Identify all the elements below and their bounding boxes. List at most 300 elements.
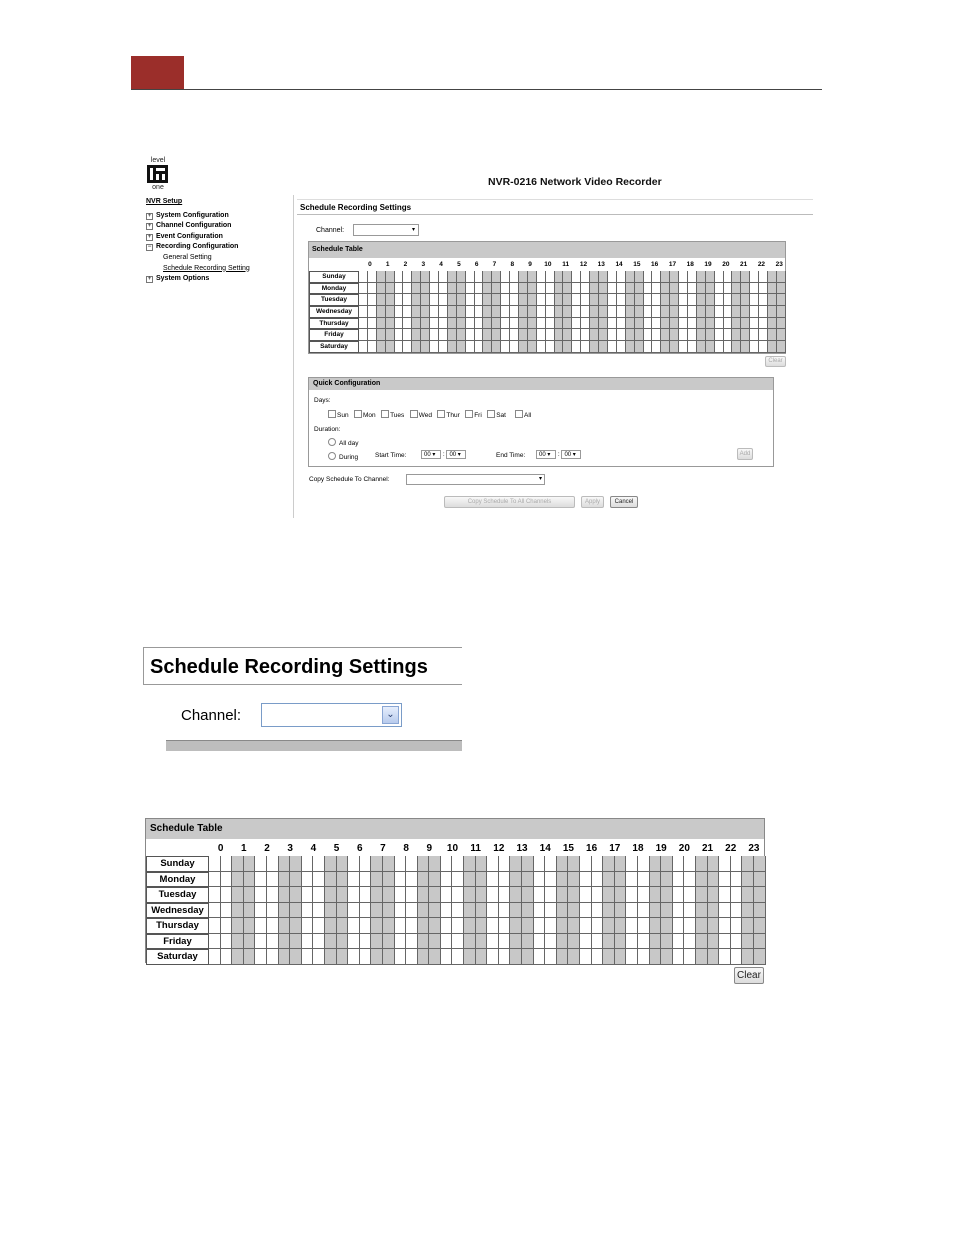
schedule-cell[interactable] [617, 318, 626, 330]
schedule-cell[interactable] [626, 271, 635, 283]
schedule-cell[interactable] [741, 271, 750, 283]
schedule-cell[interactable] [244, 872, 256, 888]
schedule-cell[interactable] [603, 918, 615, 934]
schedule-cell[interactable] [412, 294, 421, 306]
schedule-cell[interactable] [348, 903, 360, 919]
schedule-cell[interactable] [337, 934, 349, 950]
schedule-cell[interactable] [580, 856, 592, 872]
schedule-cell[interactable] [696, 872, 708, 888]
schedule-cell[interactable] [368, 271, 377, 283]
schedule-cell[interactable] [452, 903, 464, 919]
schedule-cell[interactable] [603, 856, 615, 872]
schedule-cell[interactable] [406, 856, 418, 872]
schedule-cell[interactable] [750, 271, 759, 283]
schedule-cell[interactable] [441, 934, 453, 950]
schedule-cell[interactable] [555, 329, 564, 341]
schedule-cell[interactable] [371, 918, 383, 934]
schedule-cell[interactable] [661, 318, 670, 330]
schedule-cell[interactable] [555, 271, 564, 283]
schedule-cell[interactable] [439, 329, 448, 341]
schedule-cell[interactable] [430, 294, 439, 306]
nav-subitem-general-setting[interactable]: General Setting [163, 253, 212, 261]
schedule-cell[interactable] [777, 271, 786, 283]
schedule-cell[interactable] [386, 318, 395, 330]
schedule-cell[interactable] [406, 934, 418, 950]
schedule-cell[interactable] [492, 306, 501, 318]
schedule-cell[interactable] [759, 329, 768, 341]
schedule-cell[interactable] [534, 887, 546, 903]
schedule-cell[interactable] [418, 872, 430, 888]
schedule-cell[interactable] [546, 306, 555, 318]
schedule-cell[interactable] [418, 949, 430, 965]
schedule-cell[interactable] [510, 918, 522, 934]
schedule-cell[interactable] [466, 271, 475, 283]
schedule-cell[interactable] [510, 341, 519, 353]
schedule-cell[interactable] [492, 294, 501, 306]
schedule-cell[interactable] [359, 306, 368, 318]
schedule-cell[interactable] [715, 329, 724, 341]
schedule-cell[interactable] [221, 872, 233, 888]
schedule-cell[interactable] [688, 294, 697, 306]
schedule-cell[interactable] [590, 294, 599, 306]
schedule-cell[interactable] [592, 903, 604, 919]
schedule-cell[interactable] [673, 872, 685, 888]
schedule-cell[interactable] [568, 949, 580, 965]
schedule-cell[interactable] [661, 271, 670, 283]
schedule-cell[interactable] [731, 934, 743, 950]
schedule-cell[interactable] [650, 903, 662, 919]
schedule-cell[interactable] [599, 318, 608, 330]
schedule-cell[interactable] [519, 318, 528, 330]
radio-all-day[interactable]: All day [328, 438, 359, 447]
day-checkbox-all[interactable]: All [515, 412, 531, 419]
schedule-cell[interactable] [679, 318, 688, 330]
schedule-cell[interactable] [615, 918, 627, 934]
schedule-cell[interactable] [457, 329, 466, 341]
schedule-cell[interactable] [528, 283, 537, 295]
schedule-cell[interactable] [644, 283, 653, 295]
schedule-cell[interactable] [386, 294, 395, 306]
schedule-cell[interactable] [741, 306, 750, 318]
schedule-cell[interactable] [209, 856, 221, 872]
schedule-cell[interactable] [441, 949, 453, 965]
schedule-cell[interactable] [487, 949, 499, 965]
schedule-cell[interactable] [759, 294, 768, 306]
schedule-cell[interactable] [377, 306, 386, 318]
schedule-cell[interactable] [617, 341, 626, 353]
schedule-cell[interactable] [441, 856, 453, 872]
schedule-cell[interactable] [742, 903, 754, 919]
schedule-cell[interactable] [457, 318, 466, 330]
schedule-cell[interactable] [652, 306, 661, 318]
schedule-cell[interactable] [754, 934, 766, 950]
schedule-cell[interactable] [650, 872, 662, 888]
schedule-cell[interactable] [603, 872, 615, 888]
schedule-cell[interactable] [706, 341, 715, 353]
schedule-cell[interactable] [626, 887, 638, 903]
schedule-cell[interactable] [759, 318, 768, 330]
schedule-cell[interactable] [452, 872, 464, 888]
schedule-cell[interactable] [221, 934, 233, 950]
schedule-cell[interactable] [750, 306, 759, 318]
schedule-cell[interactable] [466, 318, 475, 330]
schedule-cell[interactable] [635, 306, 644, 318]
schedule-cell[interactable] [368, 341, 377, 353]
schedule-cell[interactable] [337, 918, 349, 934]
schedule-cell[interactable] [313, 872, 325, 888]
schedule-cell[interactable] [546, 294, 555, 306]
schedule-cell[interactable] [724, 283, 733, 295]
schedule-cell[interactable] [742, 872, 754, 888]
schedule-cell[interactable] [708, 887, 720, 903]
schedule-cell[interactable] [759, 283, 768, 295]
nav-item-recording-configuration[interactable]: − Recording Configuration [147, 243, 239, 251]
schedule-cell[interactable] [325, 903, 337, 919]
schedule-cell[interactable] [670, 283, 679, 295]
schedule-cell[interactable] [232, 934, 244, 950]
schedule-cell[interactable] [377, 341, 386, 353]
schedule-cell[interactable] [209, 949, 221, 965]
schedule-cell[interactable] [750, 283, 759, 295]
schedule-cell[interactable] [337, 872, 349, 888]
schedule-cell[interactable] [492, 271, 501, 283]
schedule-cell[interactable] [290, 934, 302, 950]
schedule-cell[interactable] [615, 949, 627, 965]
schedule-cell[interactable] [302, 856, 314, 872]
schedule-cell[interactable] [244, 903, 256, 919]
schedule-cell[interactable] [715, 283, 724, 295]
schedule-cell[interactable] [644, 341, 653, 353]
schedule-cell[interactable] [499, 856, 511, 872]
schedule-cell[interactable] [731, 903, 743, 919]
schedule-cell[interactable] [638, 872, 650, 888]
schedule-cell[interactable] [537, 294, 546, 306]
schedule-cell[interactable] [360, 872, 372, 888]
schedule-cell[interactable] [603, 887, 615, 903]
schedule-cell[interactable] [232, 872, 244, 888]
schedule-cell[interactable] [475, 341, 484, 353]
schedule-cell[interactable] [684, 887, 696, 903]
schedule-cell[interactable] [510, 294, 519, 306]
start-hour-select[interactable]: 00 ▾ [421, 450, 441, 459]
schedule-cell[interactable] [581, 271, 590, 283]
schedule-cell[interactable] [617, 306, 626, 318]
schedule-cell[interactable] [267, 872, 279, 888]
schedule-cell[interactable] [528, 329, 537, 341]
schedule-cell[interactable] [670, 329, 679, 341]
schedule-cell[interactable] [635, 271, 644, 283]
schedule-cell[interactable] [475, 329, 484, 341]
schedule-cell[interactable] [279, 872, 291, 888]
schedule-cell[interactable] [719, 934, 731, 950]
schedule-cell[interactable] [590, 318, 599, 330]
schedule-cell[interactable] [383, 856, 395, 872]
schedule-cell[interactable] [290, 872, 302, 888]
schedule-cell[interactable] [221, 949, 233, 965]
schedule-cell[interactable] [412, 306, 421, 318]
schedule-cell[interactable] [724, 341, 733, 353]
schedule-cell[interactable] [501, 329, 510, 341]
schedule-cell[interactable] [221, 887, 233, 903]
schedule-cell[interactable] [708, 856, 720, 872]
schedule-cell[interactable] [615, 872, 627, 888]
schedule-cell[interactable] [688, 271, 697, 283]
schedule-cell[interactable] [557, 949, 569, 965]
schedule-cell[interactable] [688, 341, 697, 353]
schedule-cell[interactable] [742, 934, 754, 950]
schedule-cell[interactable] [457, 341, 466, 353]
schedule-cell[interactable] [759, 341, 768, 353]
schedule-cell[interactable] [768, 294, 777, 306]
schedule-cell[interactable] [615, 903, 627, 919]
schedule-cell[interactable] [452, 918, 464, 934]
schedule-cell[interactable] [696, 887, 708, 903]
schedule-cell[interactable] [777, 341, 786, 353]
schedule-cell[interactable] [754, 918, 766, 934]
schedule-cell[interactable] [731, 856, 743, 872]
schedule-cell[interactable] [368, 294, 377, 306]
schedule-cell[interactable] [546, 283, 555, 295]
schedule-cell[interactable] [279, 949, 291, 965]
schedule-cell[interactable] [325, 887, 337, 903]
schedule-cell[interactable] [626, 872, 638, 888]
schedule-cell[interactable] [421, 294, 430, 306]
schedule-cell[interactable] [580, 903, 592, 919]
schedule-cell[interactable] [603, 949, 615, 965]
schedule-cell[interactable] [626, 949, 638, 965]
schedule-cell[interactable] [661, 903, 673, 919]
schedule-cell[interactable] [501, 306, 510, 318]
schedule-cell[interactable] [510, 887, 522, 903]
schedule-cell[interactable] [412, 329, 421, 341]
schedule-cell[interactable] [412, 341, 421, 353]
schedule-cell[interactable] [724, 329, 733, 341]
schedule-cell[interactable] [661, 856, 673, 872]
schedule-cell[interactable] [715, 318, 724, 330]
schedule-cell[interactable] [418, 934, 430, 950]
schedule-cell[interactable] [383, 887, 395, 903]
schedule-cell[interactable] [732, 283, 741, 295]
schedule-cell[interactable] [348, 872, 360, 888]
schedule-cell[interactable] [581, 294, 590, 306]
schedule-cell[interactable] [572, 318, 581, 330]
schedule-cell[interactable] [452, 856, 464, 872]
schedule-cell[interactable] [572, 283, 581, 295]
schedule-cell[interactable] [670, 271, 679, 283]
schedule-cell[interactable] [302, 903, 314, 919]
schedule-cell[interactable] [555, 294, 564, 306]
expand-icon[interactable]: + [147, 233, 152, 240]
schedule-cell[interactable] [267, 918, 279, 934]
schedule-cell[interactable] [759, 271, 768, 283]
schedule-cell[interactable] [670, 306, 679, 318]
schedule-cell[interactable] [406, 918, 418, 934]
nav-item-channel-configuration[interactable]: + Channel Configuration [147, 222, 232, 230]
schedule-cell[interactable] [557, 918, 569, 934]
schedule-cell[interactable] [452, 934, 464, 950]
schedule-cell[interactable] [679, 329, 688, 341]
schedule-cell[interactable] [708, 918, 720, 934]
schedule-cell[interactable] [661, 294, 670, 306]
schedule-cell[interactable] [360, 934, 372, 950]
schedule-cell[interactable] [476, 918, 488, 934]
schedule-cell[interactable] [679, 341, 688, 353]
schedule-cell[interactable] [673, 887, 685, 903]
schedule-cell[interactable] [359, 318, 368, 330]
schedule-cell[interactable] [483, 318, 492, 330]
schedule-cell[interactable] [371, 872, 383, 888]
schedule-cell[interactable] [673, 856, 685, 872]
schedule-cell[interactable] [368, 329, 377, 341]
schedule-cell[interactable] [599, 271, 608, 283]
schedule-cell[interactable] [724, 294, 733, 306]
schedule-cell[interactable] [403, 318, 412, 330]
schedule-cell[interactable] [599, 294, 608, 306]
schedule-cell[interactable] [519, 283, 528, 295]
schedule-cell[interactable] [777, 306, 786, 318]
clear-button[interactable]: Clear [765, 356, 786, 367]
schedule-cell[interactable] [777, 329, 786, 341]
schedule-cell[interactable] [534, 872, 546, 888]
schedule-cell[interactable] [360, 887, 372, 903]
schedule-cell[interactable] [406, 872, 418, 888]
schedule-cell[interactable] [302, 872, 314, 888]
schedule-cell[interactable] [430, 341, 439, 353]
schedule-cell[interactable] [697, 329, 706, 341]
schedule-cell[interactable] [522, 856, 534, 872]
schedule-cell[interactable] [670, 318, 679, 330]
expand-icon[interactable]: + [147, 223, 152, 230]
schedule-cell[interactable] [348, 856, 360, 872]
schedule-cell[interactable] [487, 856, 499, 872]
schedule-cell[interactable] [476, 903, 488, 919]
schedule-cell[interactable] [592, 949, 604, 965]
schedule-cell[interactable] [661, 934, 673, 950]
schedule-cell[interactable] [448, 294, 457, 306]
schedule-cell[interactable] [599, 306, 608, 318]
schedule-cell[interactable] [403, 341, 412, 353]
schedule-cell[interactable] [439, 271, 448, 283]
schedule-cell[interactable] [545, 949, 557, 965]
schedule-cell[interactable] [546, 329, 555, 341]
schedule-cell[interactable] [377, 318, 386, 330]
schedule-cell[interactable] [255, 934, 267, 950]
schedule-cell[interactable] [661, 918, 673, 934]
schedule-cell[interactable] [487, 903, 499, 919]
nav-subitem-schedule-recording-setting[interactable]: Schedule Recording Setting [163, 264, 250, 272]
schedule-cell[interactable] [555, 341, 564, 353]
schedule-cell[interactable] [255, 918, 267, 934]
schedule-cell[interactable] [617, 283, 626, 295]
schedule-cell[interactable] [696, 856, 708, 872]
schedule-cell[interactable] [742, 918, 754, 934]
schedule-cell[interactable] [626, 918, 638, 934]
schedule-cell[interactable] [421, 271, 430, 283]
schedule-cell[interactable] [568, 856, 580, 872]
schedule-cell[interactable] [441, 887, 453, 903]
schedule-cell[interactable] [302, 949, 314, 965]
schedule-cell[interactable] [221, 903, 233, 919]
end-hour-select[interactable]: 00 ▾ [536, 450, 556, 459]
schedule-cell[interactable] [337, 903, 349, 919]
schedule-cell[interactable] [395, 856, 407, 872]
schedule-cell[interactable] [313, 918, 325, 934]
schedule-cell[interactable] [421, 318, 430, 330]
schedule-cell[interactable] [741, 318, 750, 330]
schedule-cell[interactable] [466, 329, 475, 341]
schedule-cell[interactable] [638, 887, 650, 903]
channel-select[interactable] [353, 224, 419, 236]
schedule-cell[interactable] [615, 887, 627, 903]
schedule-cell[interactable] [580, 949, 592, 965]
schedule-cell[interactable] [522, 887, 534, 903]
schedule-cell[interactable] [464, 872, 476, 888]
schedule-cell[interactable] [377, 283, 386, 295]
schedule-cell[interactable] [279, 934, 291, 950]
schedule-cell[interactable] [732, 306, 741, 318]
schedule-cell[interactable] [557, 934, 569, 950]
schedule-cell[interactable] [754, 903, 766, 919]
schedule-cell[interactable] [590, 271, 599, 283]
schedule-cell[interactable] [464, 918, 476, 934]
schedule-cell[interactable] [661, 329, 670, 341]
schedule-cell[interactable] [313, 856, 325, 872]
schedule-cell[interactable] [476, 949, 488, 965]
schedule-cell[interactable] [546, 341, 555, 353]
schedule-cell[interactable] [348, 934, 360, 950]
schedule-cell[interactable] [487, 934, 499, 950]
schedule-cell[interactable] [617, 271, 626, 283]
schedule-cell[interactable] [406, 887, 418, 903]
schedule-cell[interactable] [563, 329, 572, 341]
schedule-cell[interactable] [626, 318, 635, 330]
schedule-cell[interactable] [608, 306, 617, 318]
schedule-cell[interactable] [395, 949, 407, 965]
schedule-cell[interactable] [545, 856, 557, 872]
schedule-cell[interactable] [750, 318, 759, 330]
schedule-cell[interactable] [313, 949, 325, 965]
schedule-cell[interactable] [522, 903, 534, 919]
schedule-cell[interactable] [715, 341, 724, 353]
schedule-cell[interactable] [510, 934, 522, 950]
end-minute-select[interactable]: 00 ▾ [561, 450, 581, 459]
schedule-cell[interactable] [429, 872, 441, 888]
schedule-cell[interactable] [580, 934, 592, 950]
schedule-cell[interactable] [563, 341, 572, 353]
schedule-cell[interactable] [719, 918, 731, 934]
schedule-cell[interactable] [638, 856, 650, 872]
schedule-cell[interactable] [418, 918, 430, 934]
schedule-cell[interactable] [325, 872, 337, 888]
schedule-cell[interactable] [302, 918, 314, 934]
schedule-cell[interactable] [528, 271, 537, 283]
schedule-cell[interactable] [534, 934, 546, 950]
schedule-cell[interactable] [638, 934, 650, 950]
expand-icon[interactable]: + [147, 212, 152, 219]
schedule-cell[interactable] [412, 283, 421, 295]
schedule-cell[interactable] [592, 934, 604, 950]
schedule-cell[interactable] [522, 872, 534, 888]
schedule-cell[interactable] [368, 283, 377, 295]
schedule-cell[interactable] [209, 918, 221, 934]
schedule-cell[interactable] [457, 283, 466, 295]
schedule-cell[interactable] [395, 934, 407, 950]
schedule-cell[interactable] [368, 318, 377, 330]
schedule-cell[interactable] [325, 856, 337, 872]
schedule-cell[interactable] [719, 887, 731, 903]
schedule-cell[interactable] [483, 329, 492, 341]
schedule-cell[interactable] [232, 903, 244, 919]
